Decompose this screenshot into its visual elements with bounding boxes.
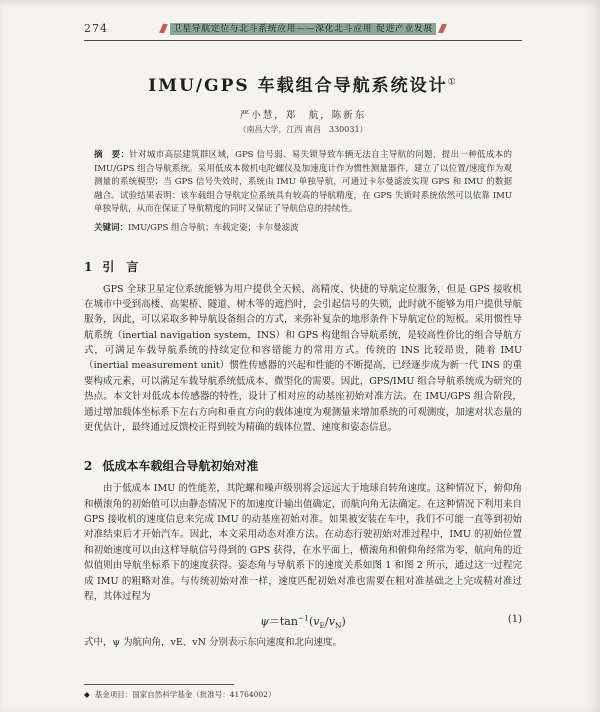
red-annotation-mark-left (159, 24, 168, 33)
equation-close-paren: ) (341, 615, 346, 629)
equation-psi: ψ (260, 615, 269, 629)
equation-1 (84, 613, 522, 630)
section-2-number: 2 (84, 459, 93, 474)
equation-v-east: v (313, 615, 320, 629)
section-2-title: 低成本车载组合导航初始对准 (102, 459, 259, 474)
section-1-number: 1 (84, 259, 93, 274)
running-title-wrap (84, 22, 522, 34)
footnote-area (84, 684, 522, 700)
equation-slash: / (324, 615, 329, 629)
section-1-paragraph: GPS 全球卫星定位系统能够为用户提供全天候、高精度、快捷的导航定位服务，但是 GPS 接收机在城市中受到高楼、高架桥、隧道、树木等的遮挡时，会引起信号的失锁，此时就不能够为用户提供导航服务，因此，可以采取多种导航设备组合的方式，来弥补复杂的地形条件下导航定位的短板。采用惯性导航系统（inertial navigation system，INS）和 GPS 构建组合导航系统，是较高性价比的组合导航方式，可满足车载导航系统的持续定位和容错能力的常用方式。传统的 INS 比较昂贵，随着 IMU（inertial measurement unit）惯性传感器的兴起和性能的不断提高，已经逐步成为新一代 INS 的重要构成元素，可以满足车载导航系统低成本、微型化的需要。因此，GPS/IMU 组合导航系统成为研究的热点。本文针对低成本传感器的特性，设计了相对应的动基座初始对准方法。在 IMU/GPS 组合阶段，通过增加载体坐标系下左右方向和垂直方向的载体速度为观测量来增加系统的可观测度，加速对状态量的更优估计，最终通过反馈校正得到较为精确的载体位置、速度和姿态信息。 (84, 283, 522, 433)
equation-sub-east: E (319, 621, 325, 631)
equation-open-paren: ( (308, 615, 314, 629)
keywords-block (94, 222, 512, 236)
keywords-text: IMU/GPS 组合导航；车载定姿；卡尔曼滤波 (128, 222, 299, 233)
title-footnote-mark: ① (447, 77, 458, 88)
footnote-rule (84, 684, 234, 685)
section-2-heading (84, 457, 522, 474)
footnote-text: 基金项目：国家自然科学基金（批准号：41764002） (94, 690, 276, 699)
running-head (84, 22, 522, 36)
equation-1-number: (1) (507, 614, 522, 626)
page-number: 274 (84, 22, 108, 35)
article-title (84, 71, 522, 96)
abstract-block (94, 149, 512, 217)
abstract-text: 针对城市高层建筑群区域，GPS 信号弱、易失锁导致车辆无法自主导航的问题，提出一种低成本的 IMU/GPS 组合导航系统。采用低成本微机电陀螺仪及加速度计作为惯性测量器件，建立了以位置/速度作为观测量的系统模型；当 GPS 信号失效时，系统由 IMU 单独导航，可通过卡尔曼滤波实现 GPS 和 IMU 的数据融合。试验结果表明：该车载组合导航定位系统具有较高的导航精度，在 GPS 失锁时系统依然可以依靠 IMU 单独导航，从而在保证了导航精度的同时又保证了导航信息的持续性。 (94, 150, 512, 215)
equation-explanation: 式中，ψ 为航向角，vE、vN 分别表示东向速度和北向速度。 (84, 636, 342, 648)
footnote-bullet-icon: ◆ (84, 690, 90, 699)
equation-1-expression (260, 613, 346, 631)
equation-sub-north: N (334, 621, 342, 631)
section-2-paragraph: 由于低成本 IMU 的性能差，其陀螺和噪声级别将会远远大于地球自转角速度。这种情况下，俯仰角和横滚角的初始值可以由静态情况下的加速度计输出值确定，而航向角无法确定。在这种情况下利用来自 GPS 接收机的速度信息来完成 IMU 的动基座初始对准。如果被安装在车中，我们不可能一直等到初始对准结束后才开始汽车。因此，本文采用动态对准方法。在动态行驶初始对准过程中，IMU 的初始位置和初始速度可以由这样导航信号得到的 GPS 获得，在水平面上，横滚角和俯仰角经常为零，航向角的近似值则由导航坐标系下的速度获得。姿态角与导航系下的速度关系如图 1 和图 2 所示，通过这一过程完成 IMU 的粗略对准。与传统初始对准一样，速度匹配初始对准也需要在粗对准基础之上完成精对准过程，其体过程为 (84, 483, 522, 602)
footnote-line (84, 689, 522, 700)
running-title: 卫星导航定位与北斗系统应用——深化北斗应用 促进产业发展 (170, 23, 436, 35)
article-title-text: IMU/GPS 车载组合导航系统设计 (148, 76, 448, 96)
red-annotation-mark-right (438, 24, 447, 33)
section-1-title: 引 言 (102, 259, 139, 274)
equation-sup: −1 (297, 613, 309, 623)
abstract-label: 摘 要： (94, 150, 130, 160)
authors-line: 严小慧，郑 航，陈新东 (239, 110, 367, 121)
equation-rel: ＝tan (268, 615, 298, 629)
section-1-heading (84, 258, 522, 275)
equation-v-north: v (328, 615, 335, 629)
keywords-label: 关键词： (94, 222, 129, 233)
affiliation-line: （南昌大学，江西 南昌 330031） (238, 125, 368, 134)
header-rule (84, 40, 522, 41)
